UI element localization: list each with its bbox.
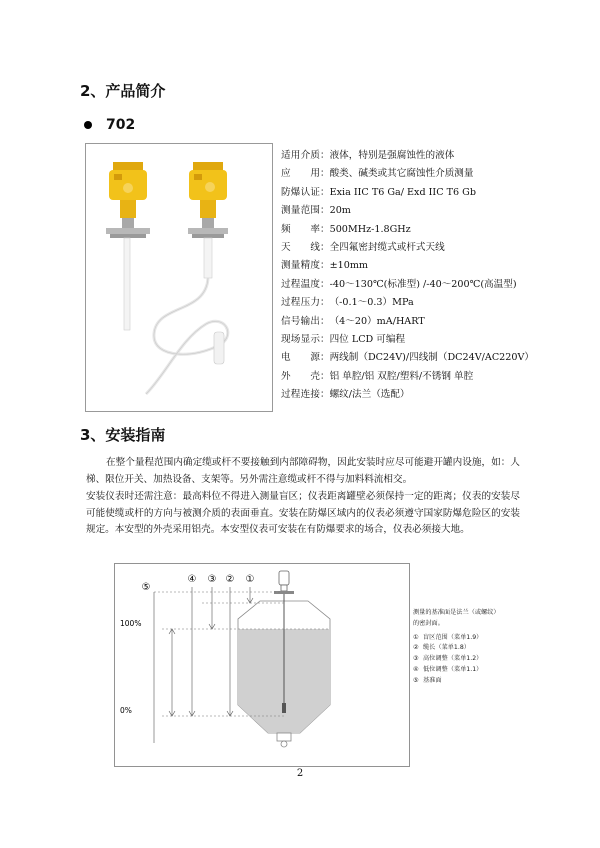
marker-2: ② <box>225 574 235 585</box>
legend-intro: 测量的基准面是法兰（或螺纹）的密封面。 <box>413 609 497 627</box>
instrument-housing <box>279 571 289 585</box>
radar-level-meter-image <box>86 144 272 411</box>
installation-diagram <box>114 563 410 767</box>
rod-antenna-instrument <box>106 162 150 330</box>
spec-row: 外 壳 ： 铝 单腔/铝 双腔/塑料/不锈钢 单腔 <box>281 370 474 382</box>
spec-row: 应 用 ： 酸类、碱类或其它腐蚀性介质测量 <box>281 168 474 180</box>
level-0-label: 0% <box>120 706 132 715</box>
spec-row: 现场显示 ： 四位 LCD 可编程 <box>281 333 406 345</box>
page-number: 2 <box>296 768 304 779</box>
spec-row: 适用介质 ： 液体，特别是强腐蚀性的液体 <box>281 150 455 161</box>
cable-antenna-instrument <box>146 162 228 394</box>
spec-row: 电 源 ： 两线制（DC24V)/四线制（DC24V/AC220V） <box>281 352 534 364</box>
spec-row: 测量范围 ： 20m <box>281 205 351 217</box>
diagram-legend <box>413 608 499 687</box>
section-2-heading: 2、产品简介 <box>80 82 166 100</box>
spec-row: 天 线 ： 全四氟密封缆式或杆式天线 <box>281 241 445 253</box>
marker-5: ⑤ <box>141 582 151 593</box>
spec-row: 信号输出 ： （4～20）mA/HART <box>281 315 425 327</box>
bullet-dot-icon <box>84 121 92 129</box>
legend-item: ③ 高位调整（菜单1.2） <box>413 655 483 663</box>
section-3-heading: 3、安装指南 <box>80 426 166 444</box>
legend-item: ② 缆长（菜单1.8） <box>413 644 470 652</box>
install-paragraph-2: 安装仪表时还需注意：最高料位不得进入测量盲区；仪表距离罐壁必须保持一定的距离；仪表的安装尽可能使缆或杆的方向与被测介质的表面垂直。安装在防爆区域内的仪表必须遵守国家防爆危险区的安装规定。本安型的外壳采用铝壳。本安型仪表可安装在有防爆要求的场合，仪表必须接大地。 <box>86 491 520 536</box>
spec-row: 测量精度 ： ±10mm <box>281 260 369 272</box>
legend-item: ⑤ 基准面 <box>413 676 442 684</box>
product-model-bullet <box>84 117 135 133</box>
marker-3: ③ <box>207 574 217 585</box>
product-photo <box>85 143 273 412</box>
marker-1: ① <box>245 574 255 585</box>
spec-list <box>281 147 581 404</box>
spec-row: 过程温度 ： -40～130℃(标准型) /-40～200℃(高温型) <box>281 278 517 290</box>
spec-row: 过程连接 ： 螺纹/法兰（选配） <box>281 389 410 401</box>
marker-4: ④ <box>187 574 197 585</box>
legend-item: ① 盲区范围（菜单1.9） <box>413 633 483 641</box>
spec-row: 过程压力 ： （-0.1～0.3）MPa <box>281 297 414 309</box>
level-100-label: 100% <box>120 619 142 628</box>
spec-row: 频 率 ： 500MHz-1.8GHz <box>281 223 411 235</box>
product-model: 702 <box>106 117 136 133</box>
spec-row: 防爆认证 ： Exia IIC T6 Ga/ Exd IIC T6 Gb <box>281 186 476 198</box>
legend-item: ④ 低位调整（菜单1.1） <box>413 665 483 673</box>
install-paragraph-1: 在整个量程范围内确定缆或杆不要接触到内部障碍物，因此安装时应尽可能避开罐内设施，如：人梯、限位开关、加热设备、支架等。另外需注意缆或杆不得与加料料流相交。 <box>86 457 520 485</box>
